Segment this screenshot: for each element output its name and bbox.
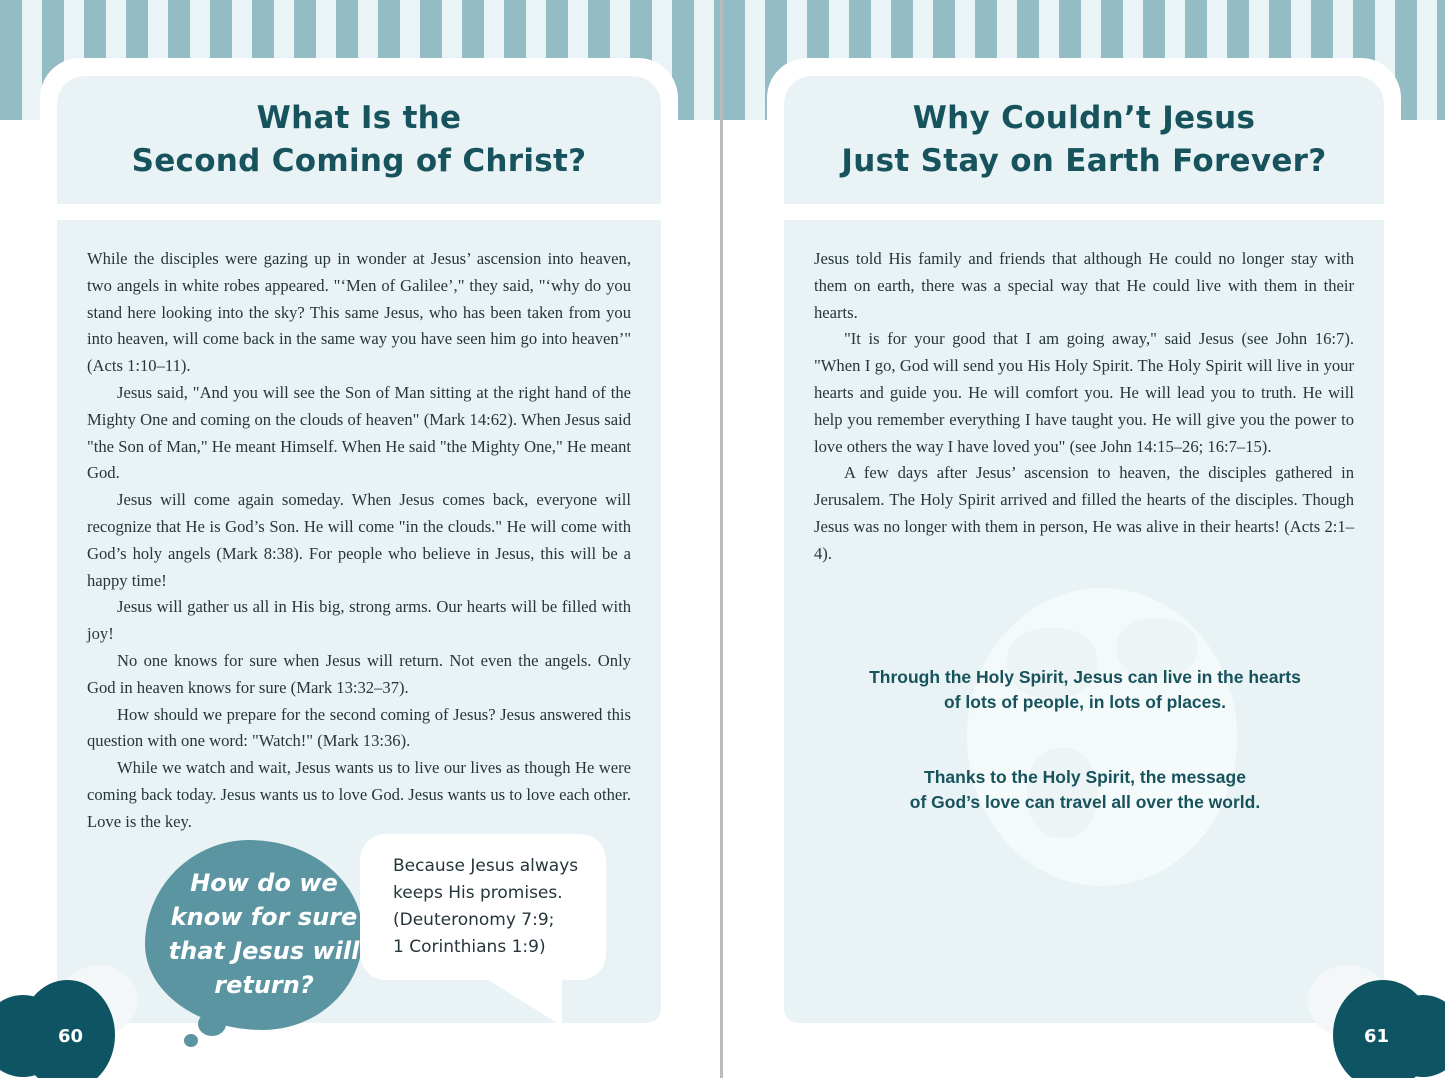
right-page <box>723 0 1445 1078</box>
highlight-line: of lots of people, in lots of places. <box>944 692 1226 712</box>
highlight-text-2 <box>835 765 1335 815</box>
answer-line: keeps His promises. <box>393 883 563 903</box>
highlight-line: Through the Holy Spirit, Jesus can live in the hearts <box>869 667 1301 687</box>
paragraph: While the disciples were gazing up in wonder at Jesus’ ascension into heaven, two angels in white robes appeared. "‘Men of Galilee’," they said, "‘why do you stand here looking into the sky? This same Jesus, who has been taken from you into heaven, will come back in the same way you have seen him go into heaven’" (Acts 1:10–11). <box>87 249 631 376</box>
left-title-line-1: What Is the <box>256 100 462 136</box>
left-title-box <box>57 76 661 204</box>
question-line: know for sure <box>170 903 358 931</box>
page-number-left: 60 <box>58 1026 84 1047</box>
right-page-title <box>841 97 1326 183</box>
paragraph: "It is for your good that I am going away," said Jesus (see John 16:7). "When I go, God will send you His Holy Spirit. The Holy Spirit will live in your hearts and guide you. He will comfort you. He will lead you to truth. He will help you remember everything I have taught you. He will give you the power to love others the way I have loved you" (see John 14:15–26; 16:7–15). <box>814 329 1354 456</box>
highlight-line: Thanks to the Holy Spirit, the message <box>924 767 1246 787</box>
question-line: return? <box>214 971 314 999</box>
question-text <box>145 866 383 1002</box>
page-number-right: 61 <box>1364 1026 1390 1047</box>
answer-line: 1 Corinthians 1:9) <box>393 937 546 957</box>
paragraph: Jesus said, "And you will see the Son of Man sitting at the right hand of the Mighty One and coming on the clouds of heaven" (Mark 14:62). When Jesus said "the Son of Man," He meant Himself. When He said "the Mighty One," He meant God. <box>87 382 631 483</box>
left-body-text <box>87 246 631 836</box>
question-line: that Jesus will <box>168 937 360 965</box>
paragraph: While we watch and wait, Jesus wants us to live our lives as though He were coming back today. Jesus wants us to love God. Jesus wants us to love each other. Love is the key. <box>87 758 631 831</box>
right-body-text <box>814 246 1354 568</box>
highlight-line: of God’s love can travel all over the world. <box>909 792 1261 812</box>
paragraph: How should we prepare for the second coming of Jesus? Jesus answered this question with one word: "Watch!" (Mark 13:36). <box>87 704 631 751</box>
answer-line: Because Jesus always <box>393 856 579 876</box>
paragraph: Jesus will come again someday. When Jesus comes back, everyone will recognize that He is God’s Son. He will come "in the clouds." He will come with God’s holy angels (Mark 8:38). For people who believe in Jesus, this will be a happy time! <box>87 490 631 590</box>
answer-line: (Deuteronomy 7:9; <box>393 910 555 930</box>
highlight-text-1 <box>835 665 1335 715</box>
right-title-line-1: Why Couldn’t Jesus <box>912 100 1256 136</box>
right-title-box <box>784 76 1384 204</box>
question-line: How do we <box>190 869 338 897</box>
paragraph: A few days after Jesus’ ascension to heaven, the disciples gathered in Jerusalem. The Holy Spirit arrived and filled the hearts of the disciples. Though Jesus was no longer with them in person, He was alive in their hearts! (Acts 2:1–4). <box>814 463 1354 563</box>
left-page-title <box>132 97 587 183</box>
paragraph: Jesus told His family and friends that although He could no longer stay with them on earth, there was a special way that He could live with them in their hearts. <box>814 249 1354 322</box>
paragraph: No one knows for sure when Jesus will return. Not even the angels. Only God in heaven knows for sure (Mark 13:32–37). <box>87 650 631 697</box>
right-title-line-2: Just Stay on Earth Forever? <box>841 143 1327 179</box>
thought-dot <box>198 1012 226 1036</box>
globe-illustration <box>967 588 1237 886</box>
answer-text <box>393 853 593 961</box>
left-title-line-2: Second Coming of Christ? <box>131 143 587 179</box>
right-card <box>767 58 1401 1043</box>
paragraph: Jesus will gather us all in His big, strong arms. Our hearts will be filled with joy! <box>87 597 631 644</box>
thought-dot <box>184 1034 198 1047</box>
